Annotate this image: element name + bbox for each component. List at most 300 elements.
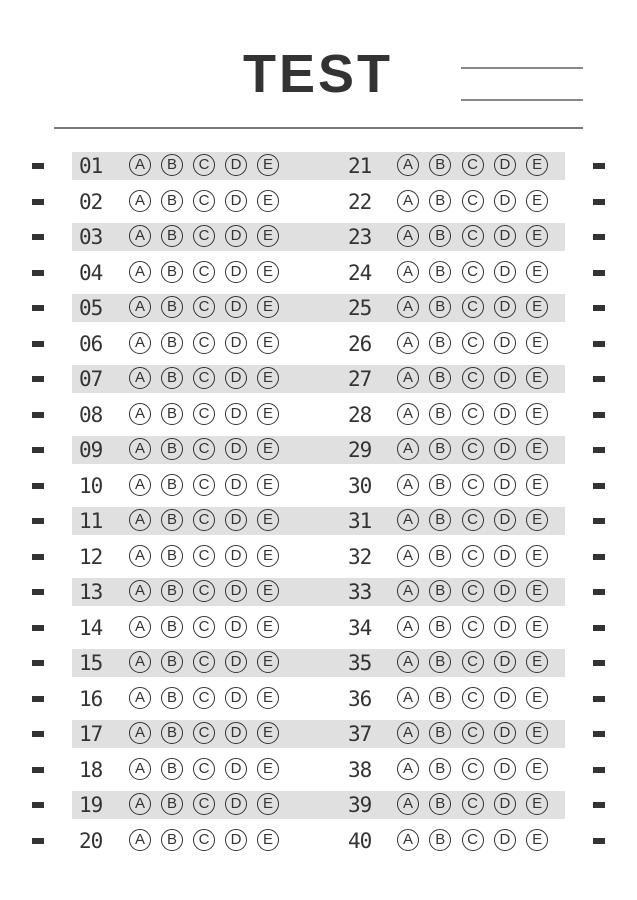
question-number: 09 [79,438,103,462]
answer-bubble-d[interactable]: D [494,509,516,531]
answer-bubble-b[interactable]: B [161,580,183,602]
question-number: 33 [348,580,372,604]
answer-row [0,507,637,535]
answer-bubble-b[interactable]: B [429,545,451,567]
answer-bubble-d[interactable]: D [494,367,516,389]
timing-mark [32,696,44,702]
timing-mark [32,305,44,311]
answer-bubble-c[interactable]: C [193,296,215,318]
answer-bubble-b[interactable]: B [429,793,451,815]
question-number: 27 [348,367,372,391]
timing-mark [32,731,44,737]
answer-bubble-e[interactable]: E [257,261,279,283]
answer-bubble-e[interactable]: E [526,403,548,425]
answer-bubble-c[interactable]: C [193,438,215,460]
answer-bubble-e[interactable]: E [526,829,548,851]
answer-bubble-e[interactable]: E [257,651,279,673]
answer-bubble-c[interactable]: C [462,225,484,247]
timing-mark [32,802,44,808]
answer-bubble-c[interactable]: C [462,332,484,354]
answer-bubble-d[interactable]: D [225,580,247,602]
answer-bubble-e[interactable]: E [526,722,548,744]
answer-bubble-c[interactable]: C [462,651,484,673]
answer-bubble-b[interactable]: B [161,758,183,780]
answer-bubble-c[interactable]: C [462,687,484,709]
answer-bubble-a[interactable]: A [397,332,419,354]
question-number: 18 [79,757,103,782]
answer-bubble-a[interactable]: A [129,332,151,354]
timing-mark [593,270,605,276]
timing-mark [32,838,44,844]
answer-bubble-b[interactable]: B [161,332,183,354]
answer-bubble-e[interactable]: E [257,154,279,176]
question-number: 21 [348,154,372,178]
timing-mark [593,589,605,595]
answer-bubble-b[interactable]: B [429,154,451,176]
answer-bubble-c[interactable]: C [193,403,215,425]
answer-bubble-b[interactable]: B [429,580,451,602]
question-number: 05 [79,296,103,320]
question-number: 16 [79,686,103,711]
answer-bubble-a[interactable]: A [397,296,419,318]
answer-bubble-c[interactable]: C [193,580,215,602]
timing-mark [32,341,44,347]
answer-bubble-a[interactable]: A [397,651,419,673]
question-number: 12 [79,544,103,569]
question-number: 06 [79,331,103,356]
answer-bubble-d[interactable]: D [225,367,247,389]
page-title: TEST [242,44,393,104]
answer-bubble-a[interactable]: A [397,758,419,780]
answer-bubble-a[interactable]: A [129,438,151,460]
answer-bubble-e[interactable]: E [526,367,548,389]
header-divider [54,127,583,129]
answer-bubble-c[interactable]: C [193,687,215,709]
answer-bubble-d[interactable]: D [225,758,247,780]
answer-row [0,827,637,855]
answer-bubble-d[interactable]: D [225,190,247,212]
answer-row [0,614,637,642]
answer-bubble-b[interactable]: B [429,261,451,283]
question-number: 01 [79,154,103,178]
answer-bubble-e[interactable]: E [257,296,279,318]
answer-bubble-b[interactable]: B [429,438,451,460]
answer-bubble-b[interactable]: B [161,793,183,815]
question-number: 07 [79,367,103,391]
answer-bubble-e[interactable]: E [257,758,279,780]
answer-row [0,649,637,677]
answer-bubble-d[interactable]: D [494,225,516,247]
timing-mark [593,341,605,347]
answer-row [0,720,637,748]
question-number: 37 [348,722,372,746]
answer-bubble-c[interactable]: C [462,296,484,318]
question-number: 04 [79,260,103,285]
answer-bubble-c[interactable]: C [193,332,215,354]
answer-bubble-a[interactable]: A [397,190,419,212]
answer-bubble-d[interactable]: D [494,651,516,673]
answer-bubble-b[interactable]: B [429,651,451,673]
answer-row [0,330,637,358]
timing-mark [32,447,44,453]
answer-bubble-c[interactable]: C [462,793,484,815]
answer-bubble-b[interactable]: B [161,190,183,212]
answer-row [0,756,637,784]
answer-bubble-b[interactable]: B [429,296,451,318]
answer-bubble-a[interactable]: A [129,509,151,531]
timing-mark [593,554,605,560]
answer-bubble-a[interactable]: A [129,545,151,567]
timing-mark [593,625,605,631]
answer-bubble-b[interactable]: B [429,474,451,496]
answer-bubble-a[interactable]: A [129,580,151,602]
answer-bubble-b[interactable]: B [429,332,451,354]
answer-bubble-c[interactable]: C [193,190,215,212]
answer-bubble-d[interactable]: D [494,474,516,496]
answer-bubble-c[interactable]: C [462,261,484,283]
timing-mark [32,518,44,524]
answer-bubble-a[interactable]: A [129,296,151,318]
answer-bubble-e[interactable]: E [526,438,548,460]
answer-bubble-d[interactable]: D [494,403,516,425]
answer-bubble-d[interactable]: D [494,616,516,638]
answer-bubble-e[interactable]: E [257,616,279,638]
timing-mark [593,447,605,453]
timing-mark [593,163,605,169]
answer-bubble-d[interactable]: D [494,545,516,567]
answer-bubble-a[interactable]: A [397,829,419,851]
question-number: 15 [79,651,103,675]
answer-bubble-b[interactable]: B [161,296,183,318]
question-number: 36 [348,686,372,711]
timing-mark [32,767,44,773]
answer-bubble-b[interactable]: B [161,509,183,531]
answer-bubble-d[interactable]: D [494,793,516,815]
timing-mark [32,376,44,382]
answer-bubble-c[interactable]: C [462,403,484,425]
answer-bubble-c[interactable]: C [462,545,484,567]
answer-bubble-c[interactable]: C [193,474,215,496]
answer-bubble-a[interactable]: A [129,190,151,212]
answer-bubble-b[interactable]: B [161,651,183,673]
answer-bubble-a[interactable]: A [397,687,419,709]
answer-row [0,472,637,500]
timing-mark [593,412,605,418]
answer-bubble-e[interactable]: E [257,474,279,496]
question-number: 28 [348,402,372,427]
question-number: 32 [348,544,372,569]
answer-bubble-c[interactable]: C [193,261,215,283]
answer-bubble-a[interactable]: A [129,651,151,673]
answer-bubble-b[interactable]: B [161,261,183,283]
answer-row [0,294,637,322]
answer-bubble-e[interactable]: E [526,225,548,247]
timing-mark [593,696,605,702]
answer-bubble-e[interactable]: E [257,367,279,389]
answer-bubble-d[interactable]: D [494,580,516,602]
answer-bubble-a[interactable]: A [397,474,419,496]
answer-row [0,791,637,819]
answer-bubble-e[interactable]: E [257,190,279,212]
question-number: 39 [348,793,372,817]
answer-bubble-d[interactable]: D [494,190,516,212]
answer-bubble-d[interactable]: D [225,296,247,318]
question-number: 10 [79,473,103,498]
answer-bubble-e[interactable]: E [526,154,548,176]
answer-bubble-a[interactable]: A [129,154,151,176]
answer-bubble-e[interactable]: E [526,296,548,318]
answer-bubble-a[interactable]: A [397,722,419,744]
timing-mark [32,625,44,631]
answer-bubble-b[interactable]: B [161,438,183,460]
answer-bubble-c[interactable]: C [462,616,484,638]
answer-bubble-e[interactable]: E [257,580,279,602]
answer-bubble-b[interactable]: B [161,829,183,851]
answer-bubble-c[interactable]: C [193,722,215,744]
answer-bubble-d[interactable]: D [494,758,516,780]
answer-bubble-a[interactable]: A [397,509,419,531]
answer-bubble-b[interactable]: B [161,225,183,247]
question-number: 24 [348,260,372,285]
answer-bubble-d[interactable]: D [225,261,247,283]
question-number: 22 [348,189,372,214]
answer-bubble-e[interactable]: E [257,545,279,567]
answer-bubble-d[interactable]: D [225,509,247,531]
answer-bubble-e[interactable]: E [526,545,548,567]
answer-bubble-d[interactable]: D [225,722,247,744]
timing-mark [32,660,44,666]
answer-bubble-b[interactable]: B [161,722,183,744]
answer-bubble-c[interactable]: C [462,829,484,851]
timing-mark [593,483,605,489]
answer-bubble-d[interactable]: D [225,154,247,176]
timing-mark [32,412,44,418]
answer-bubble-d[interactable]: D [225,474,247,496]
answer-bubble-e[interactable]: E [526,793,548,815]
answer-bubble-d[interactable]: D [225,545,247,567]
answer-bubble-d[interactable]: D [225,829,247,851]
timing-mark [593,234,605,240]
timing-mark [593,199,605,205]
answer-bubble-b[interactable]: B [161,545,183,567]
answer-bubble-e[interactable]: E [257,438,279,460]
answer-bubble-a[interactable]: A [129,722,151,744]
answer-row [0,188,637,216]
answer-bubble-e[interactable]: E [526,758,548,780]
answer-bubble-d[interactable]: D [494,722,516,744]
date-blank-line[interactable] [461,99,583,101]
answer-bubble-e[interactable]: E [526,651,548,673]
answer-bubble-b[interactable]: B [429,403,451,425]
answer-bubble-d[interactable]: D [225,616,247,638]
question-number: 23 [348,225,372,249]
answer-row [0,365,637,393]
timing-mark [593,305,605,311]
answer-bubble-d[interactable]: D [494,438,516,460]
answer-bubble-b[interactable]: B [429,225,451,247]
answer-bubble-c[interactable]: C [193,758,215,780]
answer-bubble-e[interactable]: E [257,687,279,709]
answer-bubble-e[interactable]: E [257,722,279,744]
answer-bubble-c[interactable]: C [462,367,484,389]
answer-bubble-b[interactable]: B [161,616,183,638]
answer-bubble-e[interactable]: E [526,687,548,709]
answer-bubble-d[interactable]: D [494,332,516,354]
question-number: 30 [348,473,372,498]
answer-bubble-a[interactable]: A [397,580,419,602]
answer-bubble-b[interactable]: B [429,758,451,780]
answer-bubble-e[interactable]: E [526,474,548,496]
answer-row [0,543,637,571]
answer-bubble-b[interactable]: B [429,687,451,709]
answer-bubble-c[interactable]: C [462,580,484,602]
answer-bubble-a[interactable]: A [397,261,419,283]
answer-bubble-a[interactable]: A [129,758,151,780]
answer-bubble-e[interactable]: E [257,332,279,354]
answer-bubble-a[interactable]: A [397,545,419,567]
timing-mark [593,376,605,382]
answer-bubble-c[interactable]: C [462,758,484,780]
answer-row [0,401,637,429]
answer-bubble-e[interactable]: E [526,509,548,531]
answer-bubble-e[interactable]: E [257,509,279,531]
answer-bubble-d[interactable]: D [494,261,516,283]
answer-bubble-e[interactable]: E [257,793,279,815]
answer-bubble-d[interactable]: D [225,438,247,460]
answer-bubble-e[interactable]: E [526,190,548,212]
timing-mark [32,270,44,276]
answer-bubble-e[interactable]: E [526,616,548,638]
answer-bubble-e[interactable]: E [257,829,279,851]
answer-row [0,223,637,251]
answer-bubble-e[interactable]: E [257,403,279,425]
question-number: 35 [348,651,372,675]
answer-bubble-c[interactable]: C [193,829,215,851]
answer-bubble-b[interactable]: B [161,367,183,389]
answer-bubble-e[interactable]: E [526,580,548,602]
answer-bubble-a[interactable]: A [397,225,419,247]
answer-bubble-c[interactable]: C [462,190,484,212]
answer-bubble-c[interactable]: C [462,722,484,744]
question-number: 13 [79,580,103,604]
answer-bubble-c[interactable]: C [193,509,215,531]
answer-bubble-a[interactable]: A [397,367,419,389]
answer-bubble-d[interactable]: D [225,651,247,673]
answer-bubble-a[interactable]: A [129,829,151,851]
timing-mark [32,589,44,595]
answer-bubble-a[interactable]: A [129,403,151,425]
answer-bubble-a[interactable]: A [129,261,151,283]
answer-bubble-c[interactable]: C [193,616,215,638]
question-number: 17 [79,722,103,746]
answer-bubble-a[interactable]: A [397,616,419,638]
answer-bubble-b[interactable]: B [161,687,183,709]
timing-mark [593,838,605,844]
answer-bubble-a[interactable]: A [129,616,151,638]
answer-bubble-c[interactable]: C [193,651,215,673]
question-number: 02 [79,189,103,214]
timing-mark [593,802,605,808]
timing-mark [32,163,44,169]
question-number: 11 [79,509,103,533]
answer-bubble-c[interactable]: C [193,367,215,389]
answer-bubble-b[interactable]: B [161,154,183,176]
answer-bubble-c[interactable]: C [462,438,484,460]
answer-bubble-d[interactable]: D [225,225,247,247]
answer-bubble-d[interactable]: D [225,332,247,354]
question-number: 25 [348,296,372,320]
answer-row [0,152,637,180]
answer-bubble-d[interactable]: D [225,403,247,425]
name-blank-line[interactable] [461,67,583,69]
answer-bubble-a[interactable]: A [397,154,419,176]
question-number: 31 [348,509,372,533]
answer-bubble-b[interactable]: B [429,829,451,851]
answer-bubble-a[interactable]: A [129,225,151,247]
answer-bubble-d[interactable]: D [494,296,516,318]
question-number: 14 [79,615,103,640]
answer-bubble-c[interactable]: C [193,154,215,176]
answer-bubble-b[interactable]: B [161,403,183,425]
answer-bubble-e[interactable]: E [526,332,548,354]
answer-bubble-d[interactable]: D [225,687,247,709]
answer-bubble-d[interactable]: D [494,687,516,709]
answer-bubble-e[interactable]: E [526,261,548,283]
answer-bubble-b[interactable]: B [429,367,451,389]
question-number: 03 [79,225,103,249]
answer-row [0,578,637,606]
timing-mark [32,554,44,560]
question-number: 19 [79,793,103,817]
question-number: 40 [348,828,372,853]
answer-row [0,436,637,464]
answer-bubble-c[interactable]: C [193,793,215,815]
timing-mark [593,767,605,773]
answer-row [0,259,637,287]
answer-bubble-b[interactable]: B [429,190,451,212]
answer-bubble-a[interactable]: A [129,793,151,815]
answer-bubble-c[interactable]: C [193,225,215,247]
answer-bubble-c[interactable]: C [462,474,484,496]
answer-bubble-e[interactable]: E [257,225,279,247]
answer-bubble-a[interactable]: A [129,474,151,496]
answer-bubble-a[interactable]: A [397,793,419,815]
timing-mark [593,660,605,666]
question-number: 08 [79,402,103,427]
question-number: 29 [348,438,372,462]
answer-bubble-b[interactable]: B [161,474,183,496]
answer-bubble-c[interactable]: C [462,509,484,531]
timing-mark [32,483,44,489]
question-number: 26 [348,331,372,356]
answer-bubble-c[interactable]: C [462,154,484,176]
answer-bubble-a[interactable]: A [129,367,151,389]
answer-bubble-a[interactable]: A [397,438,419,460]
answer-bubble-a[interactable]: A [397,403,419,425]
answer-bubble-d[interactable]: D [494,154,516,176]
timing-mark [32,234,44,240]
answer-bubble-d[interactable]: D [225,793,247,815]
timing-mark [32,199,44,205]
question-number: 34 [348,615,372,640]
answer-bubble-b[interactable]: B [429,722,451,744]
answer-bubble-b[interactable]: B [429,616,451,638]
answer-bubble-c[interactable]: C [193,545,215,567]
answer-bubble-d[interactable]: D [494,829,516,851]
answer-bubble-b[interactable]: B [429,509,451,531]
question-number: 20 [79,828,103,853]
answer-bubble-a[interactable]: A [129,687,151,709]
